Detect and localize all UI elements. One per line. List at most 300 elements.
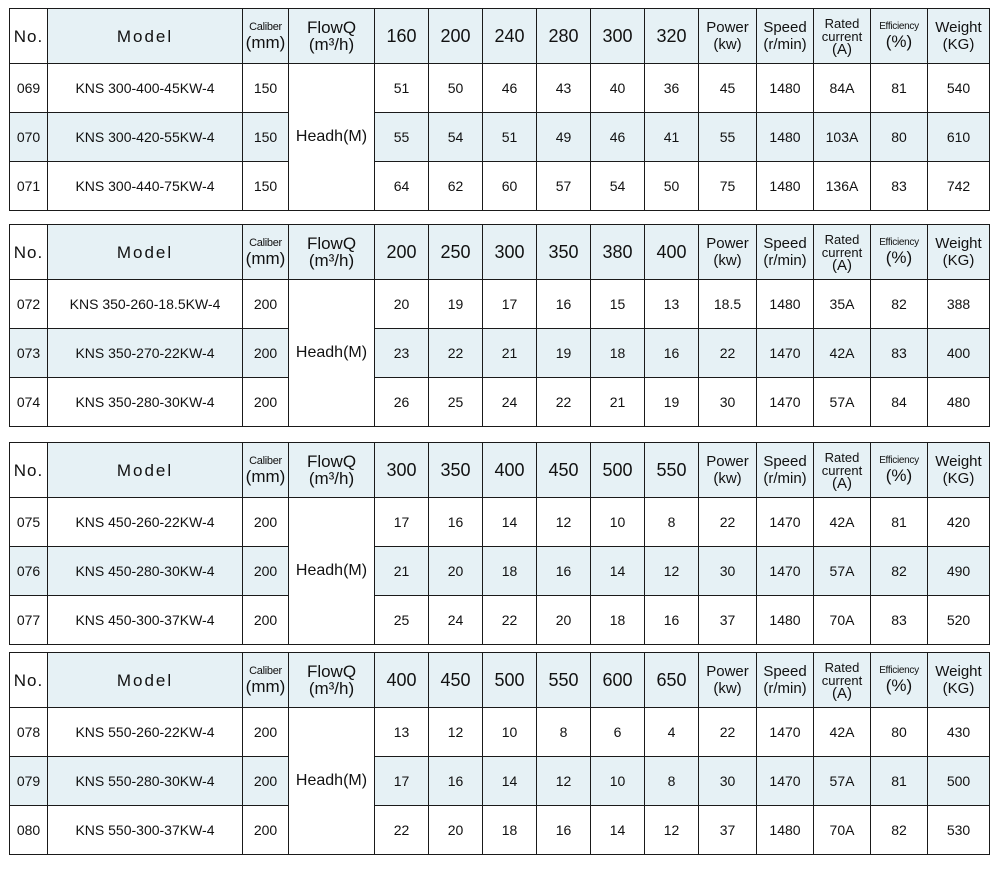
row-power: 75 [699, 162, 757, 211]
row-model: KNS 350-270-22KW-4 [48, 329, 243, 378]
head-value: 8 [645, 757, 699, 806]
header-power-label: Power [706, 235, 749, 252]
header-efficiency-unit: (%) [885, 466, 913, 485]
header-weight [928, 225, 990, 280]
flow-value: 450 [429, 653, 483, 708]
header-model: Model [48, 443, 243, 498]
row-efficiency: 81 [871, 498, 928, 547]
row-no: 079 [10, 757, 48, 806]
header-speed-label: Speed [763, 235, 807, 252]
row-no: 070 [10, 113, 48, 162]
table-row [10, 280, 990, 329]
row-efficiency: 84 [871, 378, 928, 427]
row-speed: 1480 [757, 113, 814, 162]
table-row [10, 806, 990, 855]
head-value: 22 [537, 378, 591, 427]
row-weight: 520 [928, 596, 990, 645]
head-value: 21 [591, 378, 645, 427]
header-power-unit: (kw) [713, 252, 742, 269]
head-value: 16 [429, 757, 483, 806]
row-current: 35A [814, 280, 871, 329]
head-value: 46 [483, 64, 537, 113]
row-model: KNS 550-300-37KW-4 [48, 806, 243, 855]
spec-table-block [9, 652, 990, 855]
header-speed [757, 225, 814, 280]
row-caliber: 150 [243, 113, 289, 162]
head-value: 21 [483, 329, 537, 378]
head-value: 12 [537, 757, 591, 806]
row-no: 072 [10, 280, 48, 329]
header-no: No. [10, 9, 48, 64]
head-label: Headh(M) [289, 64, 375, 211]
header-weight [928, 443, 990, 498]
flow-value: 300 [483, 225, 537, 280]
row-current: 84A [814, 64, 871, 113]
header-flow-unit: (m³/h) [308, 35, 355, 54]
row-current: 42A [814, 708, 871, 757]
header-power-label: Power [706, 19, 749, 36]
head-value: 25 [375, 596, 429, 645]
flow-value: 450 [537, 443, 591, 498]
head-value: 12 [645, 806, 699, 855]
header-flow [289, 443, 375, 498]
head-value: 25 [429, 378, 483, 427]
header-row [10, 9, 990, 64]
header-weight-unit: (KG) [942, 36, 975, 53]
row-caliber: 150 [243, 162, 289, 211]
header-caliber-label: Caliber [249, 665, 282, 677]
header-flow-label: FlowQ [306, 234, 357, 253]
head-value: 20 [537, 596, 591, 645]
row-efficiency: 80 [871, 708, 928, 757]
head-value: 41 [645, 113, 699, 162]
header-caliber-label: Caliber [249, 237, 282, 249]
head-value: 17 [483, 280, 537, 329]
row-model: KNS 450-260-22KW-4 [48, 498, 243, 547]
row-power: 45 [699, 64, 757, 113]
header-flow-label: FlowQ [306, 662, 357, 681]
head-value: 16 [645, 596, 699, 645]
head-value: 8 [645, 498, 699, 547]
header-efficiency [871, 225, 928, 280]
header-efficiency-unit: (%) [885, 676, 913, 695]
header-efficiency [871, 653, 928, 708]
head-value: 16 [537, 547, 591, 596]
table-row [10, 757, 990, 806]
header-rated-label: Rated [824, 659, 860, 675]
head-value: 49 [537, 113, 591, 162]
row-model: KNS 350-260-18.5KW-4 [48, 280, 243, 329]
row-speed: 1470 [757, 757, 814, 806]
row-efficiency: 82 [871, 547, 928, 596]
row-efficiency: 80 [871, 113, 928, 162]
head-value: 20 [429, 547, 483, 596]
row-current: 57A [814, 378, 871, 427]
row-no: 075 [10, 498, 48, 547]
head-value: 17 [375, 498, 429, 547]
header-weight [928, 9, 990, 64]
header-weight-unit: (KG) [942, 252, 975, 269]
header-speed-label: Speed [763, 453, 807, 470]
row-speed: 1470 [757, 378, 814, 427]
head-value: 8 [537, 708, 591, 757]
header-rated-unit: (A) [832, 474, 852, 492]
row-model: KNS 550-280-30KW-4 [48, 757, 243, 806]
row-speed: 1470 [757, 498, 814, 547]
head-value: 26 [375, 378, 429, 427]
header-caliber-unit: (mm) [245, 677, 286, 696]
header-weight-unit: (KG) [942, 680, 975, 697]
head-value: 4 [645, 708, 699, 757]
head-value: 19 [429, 280, 483, 329]
header-speed-unit: (r/min) [763, 36, 807, 53]
flow-value: 300 [375, 443, 429, 498]
row-speed: 1480 [757, 64, 814, 113]
table-row [10, 64, 990, 113]
head-value: 6 [591, 708, 645, 757]
flow-value: 200 [375, 225, 429, 280]
row-no: 073 [10, 329, 48, 378]
flow-value: 550 [537, 653, 591, 708]
spec-table-block [9, 442, 990, 645]
header-efficiency [871, 9, 928, 64]
head-value: 10 [591, 757, 645, 806]
header-power [699, 653, 757, 708]
spec-table [9, 8, 990, 211]
header-power [699, 9, 757, 64]
head-value: 36 [645, 64, 699, 113]
header-flow [289, 225, 375, 280]
header-model: Model [48, 225, 243, 280]
head-value: 13 [375, 708, 429, 757]
header-rated-unit: (A) [832, 684, 852, 702]
row-efficiency: 83 [871, 162, 928, 211]
flow-value: 400 [483, 443, 537, 498]
row-weight: 610 [928, 113, 990, 162]
row-caliber: 200 [243, 757, 289, 806]
head-value: 18 [591, 596, 645, 645]
header-efficiency-label: Efficiency [879, 237, 919, 248]
head-value: 55 [375, 113, 429, 162]
head-value: 24 [483, 378, 537, 427]
row-current: 57A [814, 757, 871, 806]
head-value: 40 [591, 64, 645, 113]
spec-table [9, 442, 990, 645]
header-flow-unit: (m³/h) [308, 469, 355, 488]
head-value: 15 [591, 280, 645, 329]
row-efficiency: 81 [871, 757, 928, 806]
row-no: 076 [10, 547, 48, 596]
flow-value: 240 [483, 9, 537, 64]
header-current-label: current [821, 462, 863, 478]
head-value: 22 [483, 596, 537, 645]
flow-value: 320 [645, 9, 699, 64]
header-caliber [243, 9, 289, 64]
row-power: 22 [699, 708, 757, 757]
header-row [10, 653, 990, 708]
flow-value: 380 [591, 225, 645, 280]
header-efficiency [871, 443, 928, 498]
row-efficiency: 82 [871, 806, 928, 855]
flow-value: 400 [375, 653, 429, 708]
row-caliber: 200 [243, 329, 289, 378]
header-efficiency-label: Efficiency [879, 665, 919, 676]
head-value: 22 [429, 329, 483, 378]
row-model: KNS 300-420-55KW-4 [48, 113, 243, 162]
row-caliber: 200 [243, 547, 289, 596]
spec-table-block [9, 8, 990, 211]
header-caliber [243, 225, 289, 280]
head-value: 57 [537, 162, 591, 211]
row-power: 55 [699, 113, 757, 162]
row-power: 18.5 [699, 280, 757, 329]
row-no: 074 [10, 378, 48, 427]
head-value: 19 [537, 329, 591, 378]
head-value: 13 [645, 280, 699, 329]
flow-value: 350 [537, 225, 591, 280]
header-speed [757, 443, 814, 498]
head-value: 16 [537, 806, 591, 855]
row-speed: 1480 [757, 280, 814, 329]
header-speed [757, 653, 814, 708]
header-model: Model [48, 9, 243, 64]
header-flow-unit: (m³/h) [308, 679, 355, 698]
head-value: 21 [375, 547, 429, 596]
row-speed: 1480 [757, 596, 814, 645]
head-value: 12 [645, 547, 699, 596]
flow-value: 280 [537, 9, 591, 64]
row-current: 103A [814, 113, 871, 162]
header-rated-current [814, 9, 871, 64]
header-rated-unit: (A) [832, 256, 852, 274]
header-no: No. [10, 225, 48, 280]
header-rated-label: Rated [824, 15, 860, 31]
table-row [10, 596, 990, 645]
row-caliber: 200 [243, 596, 289, 645]
row-weight: 500 [928, 757, 990, 806]
header-current-label: current [821, 244, 863, 260]
spec-table [9, 224, 990, 427]
header-power [699, 225, 757, 280]
flow-value: 400 [645, 225, 699, 280]
header-rated-label: Rated [824, 449, 860, 465]
row-caliber: 150 [243, 64, 289, 113]
row-weight: 388 [928, 280, 990, 329]
row-efficiency: 81 [871, 64, 928, 113]
spec-table-block [9, 224, 990, 427]
header-power-label: Power [706, 453, 749, 470]
row-efficiency: 82 [871, 280, 928, 329]
head-value: 14 [483, 757, 537, 806]
header-flow-label: FlowQ [306, 452, 357, 471]
flow-value: 350 [429, 443, 483, 498]
head-label: Headh(M) [289, 708, 375, 855]
header-rated-label: Rated [824, 231, 860, 247]
header-caliber [243, 443, 289, 498]
row-speed: 1480 [757, 162, 814, 211]
head-value: 51 [483, 113, 537, 162]
row-speed: 1470 [757, 708, 814, 757]
head-value: 16 [537, 280, 591, 329]
row-power: 22 [699, 498, 757, 547]
head-value: 54 [429, 113, 483, 162]
row-no: 080 [10, 806, 48, 855]
head-value: 51 [375, 64, 429, 113]
header-power [699, 443, 757, 498]
row-weight: 742 [928, 162, 990, 211]
header-power-unit: (kw) [713, 470, 742, 487]
row-model: KNS 450-280-30KW-4 [48, 547, 243, 596]
row-no: 077 [10, 596, 48, 645]
header-efficiency-unit: (%) [885, 32, 913, 51]
header-weight-unit: (KG) [942, 470, 975, 487]
spec-table [9, 652, 990, 855]
head-value: 18 [483, 806, 537, 855]
header-weight-label: Weight [935, 235, 982, 252]
head-value: 12 [429, 708, 483, 757]
row-caliber: 200 [243, 280, 289, 329]
flow-value: 550 [645, 443, 699, 498]
header-speed [757, 9, 814, 64]
header-efficiency-label: Efficiency [879, 455, 919, 466]
table-row [10, 547, 990, 596]
row-no: 071 [10, 162, 48, 211]
flow-value: 160 [375, 9, 429, 64]
row-caliber: 200 [243, 806, 289, 855]
row-speed: 1470 [757, 329, 814, 378]
header-speed-unit: (r/min) [763, 470, 807, 487]
row-power: 22 [699, 329, 757, 378]
table-row [10, 113, 990, 162]
header-power-unit: (kw) [713, 36, 742, 53]
head-value: 12 [537, 498, 591, 547]
head-value: 17 [375, 757, 429, 806]
header-rated-current [814, 443, 871, 498]
head-value: 19 [645, 378, 699, 427]
row-caliber: 200 [243, 498, 289, 547]
row-current: 136A [814, 162, 871, 211]
flow-value: 500 [591, 443, 645, 498]
head-value: 14 [591, 806, 645, 855]
table-row [10, 162, 990, 211]
header-caliber-unit: (mm) [245, 33, 286, 52]
row-weight: 530 [928, 806, 990, 855]
row-power: 30 [699, 378, 757, 427]
row-current: 57A [814, 547, 871, 596]
header-rated-current [814, 225, 871, 280]
header-flow-label: FlowQ [306, 18, 357, 37]
header-caliber [243, 653, 289, 708]
row-power: 30 [699, 757, 757, 806]
flow-value: 200 [429, 9, 483, 64]
header-current-label: current [821, 672, 863, 688]
header-power-label: Power [706, 663, 749, 680]
row-current: 70A [814, 596, 871, 645]
row-weight: 490 [928, 547, 990, 596]
head-value: 54 [591, 162, 645, 211]
row-model: KNS 300-400-45KW-4 [48, 64, 243, 113]
header-flow-unit: (m³/h) [308, 251, 355, 270]
head-value: 50 [645, 162, 699, 211]
head-value: 22 [375, 806, 429, 855]
table-row [10, 329, 990, 378]
header-flow [289, 653, 375, 708]
row-weight: 480 [928, 378, 990, 427]
head-value: 14 [591, 547, 645, 596]
row-weight: 400 [928, 329, 990, 378]
header-flow [289, 9, 375, 64]
row-caliber: 200 [243, 378, 289, 427]
header-rated-unit: (A) [832, 40, 852, 58]
head-value: 10 [591, 498, 645, 547]
row-weight: 420 [928, 498, 990, 547]
header-row [10, 443, 990, 498]
head-value: 62 [429, 162, 483, 211]
row-current: 42A [814, 329, 871, 378]
row-power: 37 [699, 596, 757, 645]
header-power-unit: (kw) [713, 680, 742, 697]
header-row [10, 225, 990, 280]
head-value: 64 [375, 162, 429, 211]
flow-value: 250 [429, 225, 483, 280]
row-speed: 1470 [757, 547, 814, 596]
head-value: 24 [429, 596, 483, 645]
head-value: 16 [645, 329, 699, 378]
row-model: KNS 300-440-75KW-4 [48, 162, 243, 211]
header-model: Model [48, 653, 243, 708]
head-label: Headh(M) [289, 498, 375, 645]
row-efficiency: 83 [871, 329, 928, 378]
row-power: 30 [699, 547, 757, 596]
header-weight [928, 653, 990, 708]
table-row [10, 498, 990, 547]
row-speed: 1480 [757, 806, 814, 855]
head-value: 20 [375, 280, 429, 329]
header-caliber-label: Caliber [249, 21, 282, 33]
header-weight-label: Weight [935, 453, 982, 470]
row-current: 70A [814, 806, 871, 855]
row-weight: 430 [928, 708, 990, 757]
header-caliber-label: Caliber [249, 455, 282, 467]
head-value: 60 [483, 162, 537, 211]
header-speed-label: Speed [763, 19, 807, 36]
header-rated-current [814, 653, 871, 708]
header-no: No. [10, 443, 48, 498]
head-value: 23 [375, 329, 429, 378]
row-model: KNS 550-260-22KW-4 [48, 708, 243, 757]
row-no: 078 [10, 708, 48, 757]
header-efficiency-label: Efficiency [879, 21, 919, 32]
row-model: KNS 450-300-37KW-4 [48, 596, 243, 645]
flow-value: 600 [591, 653, 645, 708]
header-caliber-unit: (mm) [245, 467, 286, 486]
head-value: 10 [483, 708, 537, 757]
flow-value: 500 [483, 653, 537, 708]
head-value: 46 [591, 113, 645, 162]
flow-value: 300 [591, 9, 645, 64]
header-no: No. [10, 653, 48, 708]
header-weight-label: Weight [935, 663, 982, 680]
table-row [10, 378, 990, 427]
table-row [10, 708, 990, 757]
header-speed-unit: (r/min) [763, 252, 807, 269]
head-value: 43 [537, 64, 591, 113]
row-caliber: 200 [243, 708, 289, 757]
head-label: Headh(M) [289, 280, 375, 427]
row-weight: 540 [928, 64, 990, 113]
flow-value: 650 [645, 653, 699, 708]
head-value: 16 [429, 498, 483, 547]
